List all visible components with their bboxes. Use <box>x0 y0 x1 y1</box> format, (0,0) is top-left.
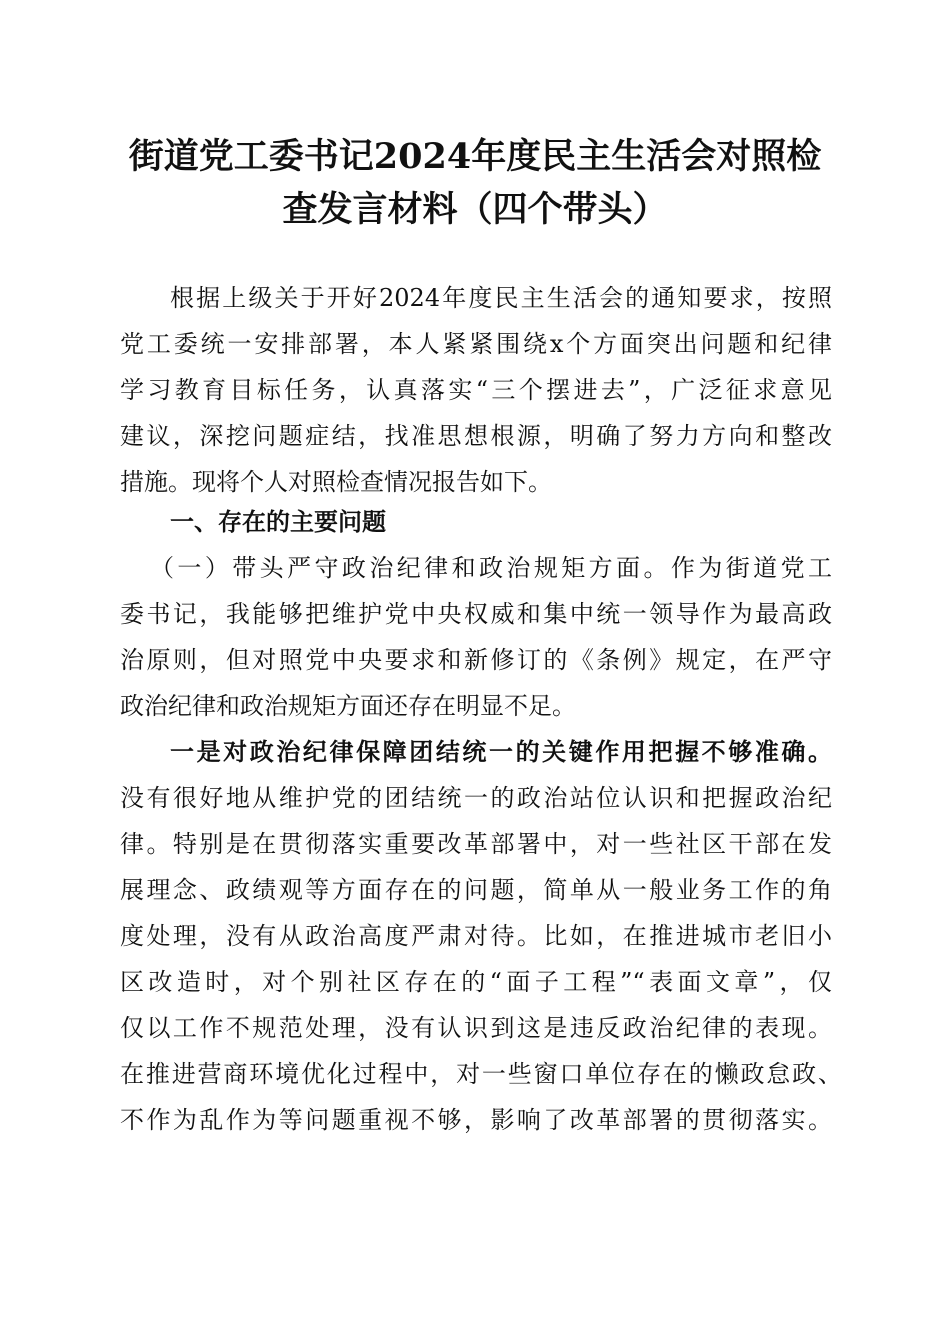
paragraph-line: 度处理，没有从政治高度严肃对待。比如，在推进城市老旧小 <box>120 922 832 950</box>
subsection-line: （一）带头严守政治纪律和政治规矩方面。作为街道党工 <box>150 554 832 582</box>
paragraph-line: 没有很好地从维护党的团结统一的政治站位认识和把握政治纪 <box>120 784 832 812</box>
paragraph-line: 政治纪律和政治规矩方面还存在明显不足。 <box>120 692 576 720</box>
paragraph-line: 措施。现将个人对照检查情况报告如下。 <box>120 468 552 496</box>
paragraph-line: 治原则，但对照党中央要求和新修订的《条例》规定，在严守 <box>120 646 832 674</box>
section-heading: 一、存在的主要问题 <box>170 508 386 536</box>
point-heading: 一是对政治纪律保障团结统一的关键作用把握不够准确。 <box>170 737 832 766</box>
paragraph-line: 根据上级关于开好2024年度民主生活会的通知要求，按照 <box>170 284 832 312</box>
paragraph-line: 不作为乱作为等问题重视不够，影响了改革部署的贯彻落实。 <box>120 1106 832 1134</box>
paragraph-line: 委书记，我能够把维护党中央权威和集中统一领导作为最高政 <box>120 600 832 628</box>
paragraph-line: 学习教育目标任务，认真落实“三个摆进去”，广泛征求意见 <box>120 376 832 404</box>
document-title-line-1: 街道党工委书记2024年度民主生活会对照检 <box>128 136 822 177</box>
paragraph-line: 在推进营商环境优化过程中，对一些窗口单位存在的懒政怠政、 <box>120 1060 842 1088</box>
paragraph-line: 律。特别是在贯彻落实重要改革部署中，对一些社区干部在发 <box>120 830 832 858</box>
paragraph-line: 区改造时，对个别社区存在的“面子工程”“表面文章”，仅 <box>120 968 832 996</box>
paragraph-line: 建议，深挖问题症结，找准思想根源，明确了努力方向和整改 <box>120 422 832 450</box>
paragraph-line: 展理念、政绩观等方面存在的问题，简单从一般业务工作的角 <box>120 876 832 904</box>
paragraph-line: 党工委统一安排部署，本人紧紧围绕x个方面突出问题和纪律 <box>120 330 832 358</box>
document-title-line-2: 查发言材料（四个带头） <box>282 189 668 230</box>
paragraph-line: 仅以工作不规范处理，没有认识到这是违反政治纪律的表现。 <box>120 1014 832 1042</box>
